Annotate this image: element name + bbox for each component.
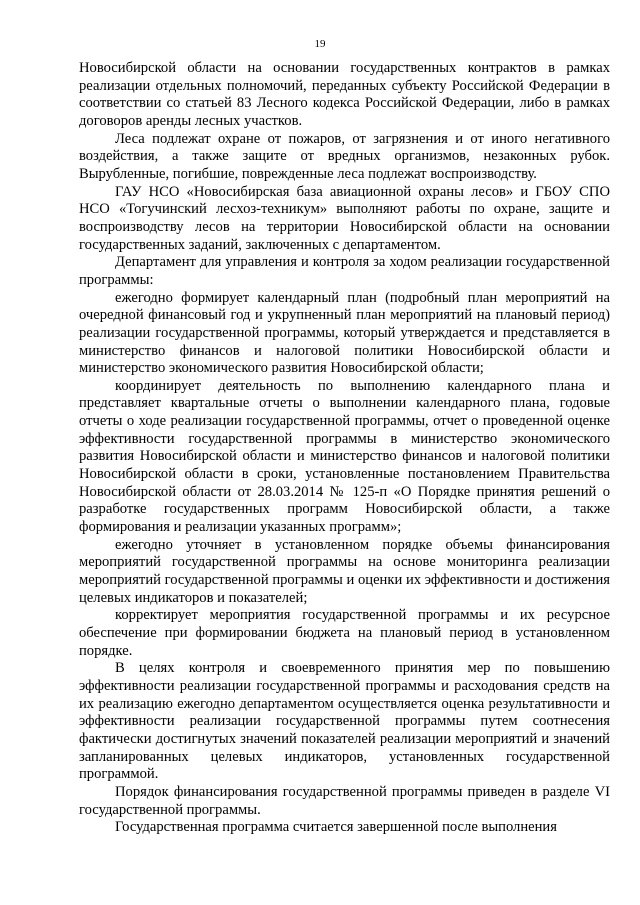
paragraph-9: В целях контроля и своевременного принятия мер по повышению эффективности реализации государственной программы и расходования средств на их реализацию ежегодно департаментом осуществляется оценка результативности и эффективности реализации государственной программы путем соотнесения фактически достигнутых значений показателей реализации мероприятий и значений запланированных целевых индикаторов, установленных государственной программой.	[79, 660, 610, 783]
page-number: 19	[314, 38, 326, 50]
paragraph-2: Леса подлежат охране от пожаров, от загрязнения и от иного негативного воздействия, а также защите от вредных организмов, незаконных рубок. Вырубленные, погибшие, поврежденные леса подлежат воспроизводству.	[79, 130, 610, 182]
paragraph-3: ГАУ НСО «Новосибирская база авиационной охраны лесов» и ГБОУ СПО НСО «Тогучинский лесхоз-техникум» выполняют работы по охране, защите и воспроизводству лесов на территории Новосибирской области на основании государственных заданий, заключенных с департаментом.	[79, 183, 610, 253]
paragraph-7: ежегодно уточняет в установленном порядке объемы финансирования мероприятий государственной программы на основе мониторинга реализации мероприятий государственной программы и оценки их эффективности и достижения целевых индикаторов и показателей;	[79, 536, 610, 606]
paragraph-11: Государственная программа считается завершенной после выполнения	[115, 819, 557, 836]
paragraph-1: Новосибирской области на основании государственных контрактов в рамках реализации отдельных полномочий, переданных субъекту Российской Федерации в соответствии со статьей 83 Лесного кодекса Российской Федерации, либо в рамках договоров аренды лесных участков.	[79, 60, 610, 129]
paragraph-5: ежегодно формирует календарный план (подробный план мероприятий на очередной финансовый год и укрупненный план мероприятий на плановый период) реализации государственной программы, который утверждается и представляется в министерство финансов и налоговой политики Новосибирской области и министерство экономического развития Новосибирской области;	[79, 289, 610, 377]
document-body	[79, 60, 610, 837]
paragraph-4: Департамент для управления и контроля за ходом реализации государственной программы:	[79, 254, 610, 288]
paragraph-8: корректирует мероприятия государственной программы и их ресурсное обеспечение при формировании бюджета на плановый период в установленном порядке.	[79, 607, 610, 659]
paragraph-10: Порядок финансирования государственной программы приведен в разделе VI государственной программы.	[79, 783, 610, 818]
paragraph-6: координирует деятельность по выполнению календарного плана и представляет квартальные отчеты о выполнении календарного плана, годовые отчеты о ходе реализации государственной программы, отчет о проведенной оценке эффективности государственной программы в министерство экономического развития Новосибирской области и министерство финансов и налоговой политики Новосибирской области в сроки, установленные постановлением Правительства Новосибирской области от 28.03.2014 № 125-п «О Порядке принятия решений о разработке государственных программ Новосибирской области, а также формирования и реализации указанных программ»;	[79, 377, 610, 536]
